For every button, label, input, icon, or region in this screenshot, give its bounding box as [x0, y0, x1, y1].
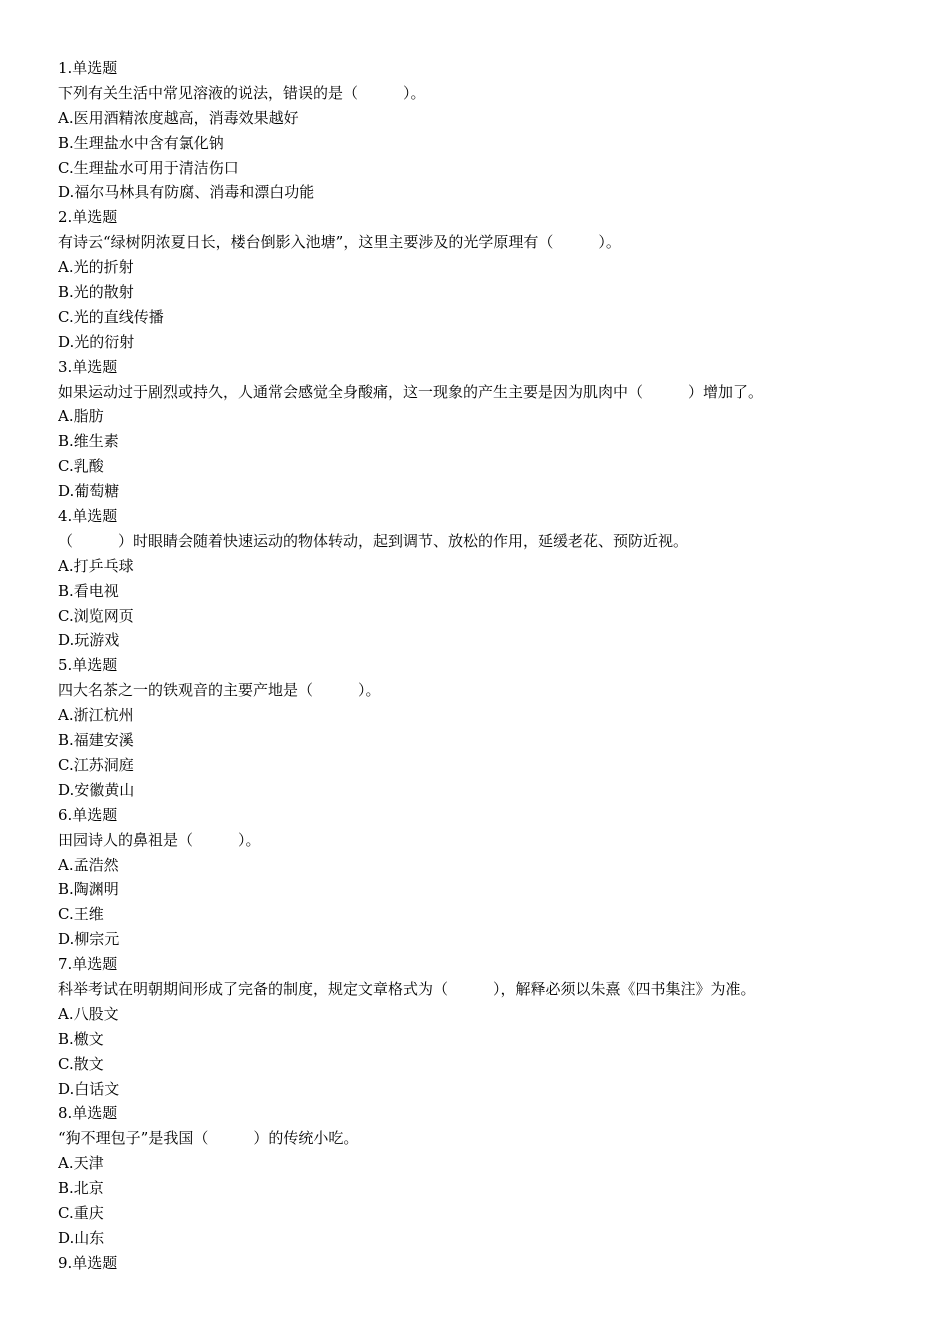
option-d: D.白话文	[58, 1079, 120, 1098]
option-c: C.乳酸	[58, 457, 104, 476]
question-header: 7.单选题	[58, 955, 118, 974]
option-a: A.光的折射	[58, 258, 134, 277]
option-c: C.散文	[58, 1054, 104, 1073]
option-d: D.柳宗元	[58, 930, 120, 949]
option-d: D.光的衍射	[58, 332, 135, 351]
question-block	[58, 1101, 918, 1250]
question-header: 8.单选题	[58, 1104, 118, 1123]
option-c: C.浏览网页	[58, 606, 134, 625]
option-d: D.葡萄糖	[58, 482, 120, 501]
question-stem: 有诗云“绿树阴浓夏日长，楼台倒影入池塘”，这里主要涉及的光学原理有（ ）。	[58, 233, 621, 252]
option-a: A.八股文	[58, 1004, 119, 1023]
option-c: C.光的直线传播	[58, 307, 164, 326]
option-b: B.陶渊明	[58, 880, 119, 899]
option-b: B.福建安溪	[58, 731, 134, 750]
option-a: A.孟浩然	[58, 855, 119, 874]
question-stem: 如果运动过于剧烈或持久，人通常会感觉全身酸痛，这一现象的产生主要是因为肌肉中（ ）增加了。	[58, 382, 764, 401]
option-d: D.安徽黄山	[58, 780, 135, 799]
option-b: B.北京	[58, 1179, 104, 1198]
question-stem: 下列有关生活中常见溶液的说法，错误的是（ ）。	[58, 83, 426, 102]
question-block	[58, 653, 918, 802]
question-stem: 科举考试在明朝期间形成了完备的制度，规定文章格式为（ ），解释必须以朱熹《四书集注》为准。	[58, 979, 756, 998]
question-stem: “狗不理包子”是我国（ ）的传统小吃。	[58, 1129, 359, 1148]
option-a: A.脂肪	[58, 407, 104, 426]
question-stem: 田园诗人的鼻祖是（ ）。	[58, 830, 261, 849]
question-stem: （ ）时眼睛会随着快速运动的物体转动，起到调节、放松的作用，延缓老花、预防近视。	[58, 531, 689, 550]
question-header: 4.单选题	[58, 507, 118, 526]
option-a: A.打乒乓球	[58, 556, 134, 575]
question-block	[58, 205, 918, 354]
option-a: A.医用酒精浓度越高，消毒效果越好	[58, 108, 299, 127]
option-c: C.生理盐水可用于清洁伤口	[58, 158, 239, 177]
option-c: C.重庆	[58, 1203, 104, 1222]
question-header: 3.单选题	[58, 357, 118, 376]
option-b: B.生理盐水中含有氯化钠	[58, 133, 224, 152]
question-block	[58, 1251, 918, 1276]
option-b: B.维生素	[58, 432, 119, 451]
option-d: D.玩游戏	[58, 631, 120, 650]
option-a: A.天津	[58, 1154, 104, 1173]
option-c: C.王维	[58, 905, 104, 924]
option-b: B.看电视	[58, 581, 119, 600]
question-header: 6.单选题	[58, 805, 118, 824]
option-d: D.山东	[58, 1228, 105, 1247]
option-b: B.檄文	[58, 1029, 104, 1048]
question-block	[58, 504, 918, 653]
question-header: 5.单选题	[58, 656, 118, 675]
option-a: A.浙江杭州	[58, 706, 134, 725]
option-c: C.江苏洞庭	[58, 755, 134, 774]
question-block	[58, 355, 918, 504]
option-b: B.光的散射	[58, 283, 134, 302]
question-block	[58, 56, 918, 205]
question-block	[58, 952, 918, 1101]
question-header: 1.单选题	[58, 59, 118, 77]
question-stem: 四大名茶之一的铁观音的主要产地是（ ）。	[58, 681, 381, 700]
question-header: 2.单选题	[58, 208, 118, 227]
option-d: D.福尔马林具有防腐、消毒和漂白功能	[58, 183, 315, 202]
question-document	[58, 56, 918, 1276]
question-block	[58, 803, 918, 952]
question-header: 9.单选题	[58, 1253, 118, 1272]
